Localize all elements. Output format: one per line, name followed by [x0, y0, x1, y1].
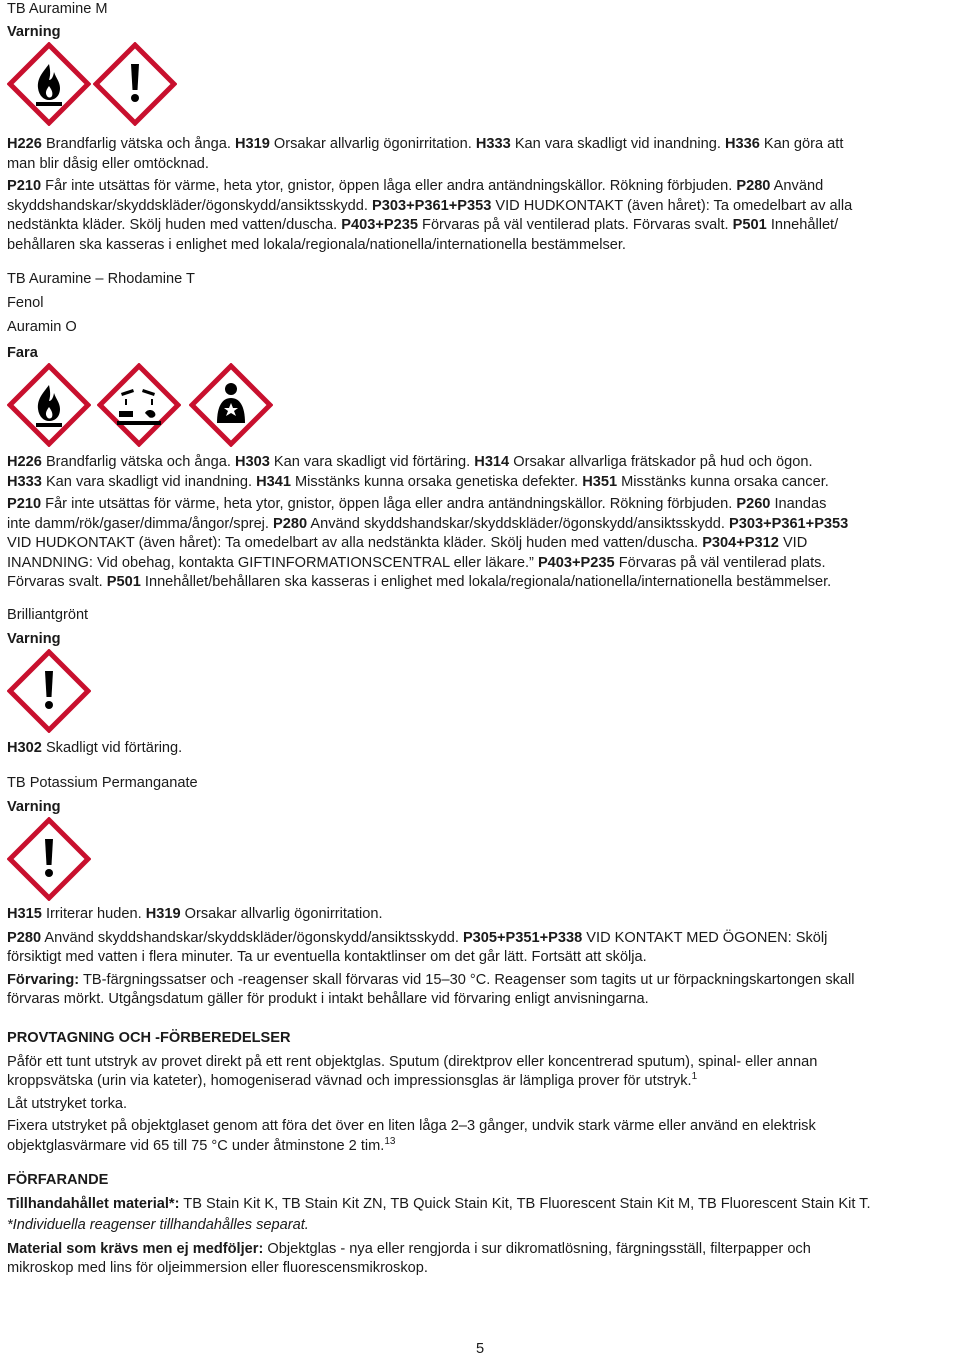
footnote-ref: 1 [691, 1071, 698, 1083]
h-code: H315 [7, 906, 42, 922]
p-code: P280 [273, 515, 308, 532]
paragraph-line: kroppsvätska (urin via kateter), homogeniserad vävnad och impressionsglas är lämpliga prover för utstryk. [7, 1073, 692, 1089]
h-code: H341 [256, 473, 291, 490]
required-material-text: mikroskop med lins för oljeimmersion eller fluorescensmikroskop. [7, 1260, 428, 1276]
h-code: H314 [474, 454, 510, 470]
required-material-text: Objektglas - nya eller rengjorda i sur dikromatlösning, färgningsställ, filterpapper och [263, 1240, 811, 1257]
pictogram-row [7, 649, 182, 733]
component-name: Fenol [7, 294, 44, 311]
signal-word: Varning [7, 23, 61, 40]
p-code: P280 [7, 929, 42, 946]
h-code: H302 [7, 740, 42, 756]
exclamation-icon [7, 817, 91, 901]
p-text: VID HUDKONTAKT (även håret): Ta omedelbart av alla nedstänkta kläder. Skölj huden med vatten/duscha. [7, 535, 703, 551]
section-forfarande [7, 1171, 957, 1279]
h-code: H319 [234, 136, 270, 152]
signal-word: Varning [7, 798, 61, 815]
h-text: Brandfarlig vätska och ånga. [41, 454, 235, 470]
h-code: H336 [724, 136, 760, 152]
p-text: Innehållet/ [766, 217, 839, 233]
h-text: Misstänks kunna orsaka cancer. [617, 473, 829, 490]
section-heading: PROVTAGNING OCH -FÖRBEREDELSER [7, 1030, 291, 1046]
section-brilliantgront [7, 606, 182, 759]
h-code: H226 [7, 454, 42, 470]
h-text: man blir dåsig eller omtöcknad. [7, 155, 209, 172]
p-code: P303+P361+P353 [728, 515, 849, 532]
p-text: Inandas [770, 496, 827, 512]
p-text: försiktigt med vatten i flera minuter. Ta ur eventuella kontaktlinser om det går lätt. Fortsätt att skölja. [7, 949, 647, 965]
h-text: Kan vara skadligt vid inandning. [41, 473, 257, 490]
p-text: Får inte utsättas för värme, heta ytor, gnistor, öppen låga eller andra antändningskällor. Rökning förbjuden. [41, 496, 737, 512]
material-note: *Individuella reagenser tillhandahålles separat. [7, 1217, 309, 1233]
h-code: H333 [7, 473, 42, 490]
pictogram-row [7, 363, 273, 447]
page-number: 5 [475, 1341, 485, 1357]
p-text: Förvaras på väl ventilerad plats. Förvaras svalt. [417, 217, 733, 233]
p-code: P403+P235 [537, 554, 615, 571]
p-text: Använd [770, 178, 824, 194]
p-code: P280 [736, 178, 771, 194]
p-code: P210 [7, 496, 42, 512]
p-text: Förvaras svalt. [7, 574, 107, 590]
material-label: Tillhandahållet material*: [7, 1195, 180, 1212]
product-name: TB Auramine M [7, 1, 108, 17]
p-text: VID HUDKONTAKT (även håret): Ta omedelbart av alla [491, 197, 853, 214]
product-name: Brilliantgrönt [7, 607, 89, 623]
storage-text: TB-färgningssatser och -reagenser skall förvaras vid 15–30 °C. Reagenser som tagits ut ur förpackningskartongen skall [79, 971, 855, 988]
pictogram-row [7, 817, 957, 901]
p-code: P304+P312 [702, 535, 779, 551]
p-text: INANDNING: Vid obehag, kontakta GIFTINFORMATIONSCENTRAL eller läkare.” [7, 554, 538, 571]
pictogram-row [7, 42, 177, 126]
product-name: TB Auramine – Rhodamine T [7, 271, 195, 287]
h-code: H319 [145, 906, 181, 922]
exclamation-icon [93, 42, 177, 126]
section-heading: FÖRFARANDE [7, 1172, 109, 1188]
signal-word: Fara [7, 344, 38, 361]
paragraph-line: Fixera utstryket på objektglaset genom att föra det över en liten låga 2–3 gånger, undvik stark värme eller använd en elektrisk [7, 1118, 816, 1134]
p-code: P260 [736, 496, 771, 512]
h-text: Kan göra att [759, 136, 844, 152]
section-auramine-rhodamine [7, 270, 273, 447]
flame-icon [7, 42, 91, 126]
p-code: P501 [732, 217, 767, 233]
h-text: Brandfarlig vätska och ånga. [41, 136, 235, 152]
h-text: Kan vara skadligt vid förtäring. [269, 454, 475, 470]
p-text: behållaren ska kasseras i enlighet med lokala/regionala/nationella/internationella bestämmelser. [7, 236, 626, 253]
p-text: VID KONTAKT MED ÖGONEN: Skölj [582, 929, 828, 946]
exclamation-icon [7, 649, 91, 733]
section-auramine-m [7, 0, 177, 126]
p-code: P303+P361+P353 [372, 197, 492, 214]
paragraph-line: Påför ett tunt utstryk av provet direkt på ett rent objektglas. Sputum (direktprov eller koncentrerad sputum), spinal- eller annan [7, 1053, 818, 1070]
storage-text: förvaras mörkt. Utgångsdatum gäller för produkt i intakt behållare vid förvaring enligt anvisningarna. [7, 991, 649, 1007]
h-text: Orsakar allvarliga frätskador på hud och ögon. [509, 454, 813, 470]
health-hazard-icon [189, 363, 273, 447]
h-text: Orsakar allvarlig ögonirritation. [180, 906, 383, 922]
p-text: inte damm/rök/gaser/dimma/ångor/sprej. [7, 515, 274, 532]
material-text: TB Stain Kit K, TB Stain Kit ZN, TB Quick Stain Kit, TB Fluorescent Stain Kit M, TB Fluorescent Stain Kit T. [179, 1195, 871, 1212]
corrosion-icon [97, 363, 181, 447]
p-text: Innehållet/behållaren ska kasseras i enlighet med lokala/regionala/nationella/internationella bestämmelser. [140, 574, 832, 590]
h-text: Skadligt vid förtäring. [41, 740, 183, 756]
footnote-ref: 13 [384, 1135, 396, 1147]
p-text: Använd skyddshandskar/skyddskläder/ögonskydd/ansiktsskydd. [307, 515, 729, 532]
p-text: Förvaras på väl ventilerad plats. [614, 554, 826, 571]
flame-icon [7, 363, 91, 447]
h-text: Orsakar allvarlig ögonirritation. [269, 136, 476, 152]
paragraph-line: Låt utstryket torka. [7, 1095, 128, 1112]
p-code: P403+P235 [341, 217, 418, 233]
p-text: nedstänkta kläder. Skölj huden med vatten/duscha. [7, 217, 342, 233]
h-code: H303 [234, 454, 270, 470]
storage-label: Förvaring: [7, 971, 80, 988]
paragraph-line: objektglasvärmare vid 65 till 75 °C under åtminstone 2 tim. [7, 1137, 385, 1154]
hazard-block-1 [7, 135, 957, 255]
h-text: Irriterar huden. [41, 906, 146, 922]
required-material-label: Material som krävs men ej medföljer: [7, 1240, 264, 1257]
section-potassium-permanganate [7, 774, 957, 1010]
p-code: P501 [106, 574, 141, 590]
h-code: H333 [475, 136, 511, 152]
h-code: H226 [7, 136, 42, 152]
h-code: H351 [582, 473, 618, 490]
section-provtagning [7, 1029, 957, 1156]
product-name: TB Potassium Permanganate [7, 775, 198, 791]
h-text: Kan vara skadligt vid inandning. [510, 136, 725, 152]
component-name: Auramin O [7, 319, 77, 335]
signal-word: Varning [7, 630, 61, 647]
p-text: VID [778, 535, 808, 551]
p-text: skyddshandskar/skyddskläder/ögonskydd/ansiktsskydd. [7, 197, 373, 214]
p-text: Får inte utsättas för värme, heta ytor, gnistor, öppen låga eller andra antändningskällor. Rökning förbjuden. [41, 178, 737, 194]
p-text: Använd skyddshandskar/skyddskläder/ögonskydd/ansiktsskydd. [41, 929, 463, 946]
p-code: P210 [7, 178, 42, 194]
p-code: P305+P351+P338 [462, 929, 583, 946]
hazard-block-2 [7, 453, 957, 593]
h-text: Misstänks kunna orsaka genetiska defekter. [290, 473, 583, 490]
